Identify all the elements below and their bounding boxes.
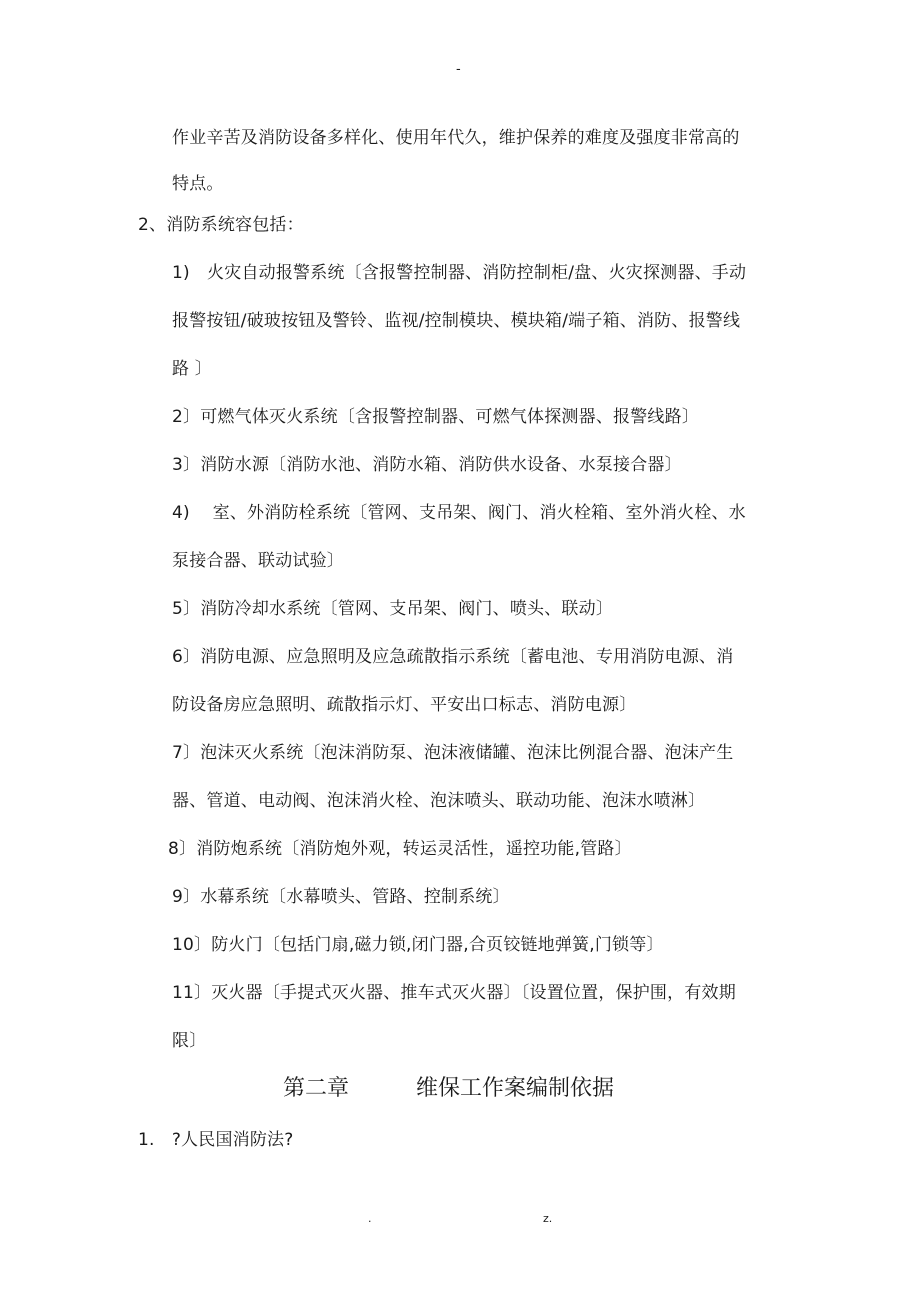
basis-item-1: 1. ?人民国消防法?	[138, 1130, 294, 1150]
intro-line-1: 作业辛苦及消防设备多样化、使用年代久，维护保养的难度及强度非常高的	[172, 128, 740, 148]
list-item-line: 7〕泡沫灭火系统〔泡沫消防泵、泡沫液储罐、泡沫比例混合器、泡沫产生	[172, 743, 734, 763]
chapter-title: 维保工作案编制依据	[416, 1076, 615, 1101]
list-item-line: 3〕消防水源〔消防水池、消防水箱、消防供水设备、水泵接合器〕	[172, 455, 682, 475]
list-item-line: 路 〕	[172, 359, 213, 379]
footer-left-mark: .	[368, 1212, 372, 1225]
list-item-line: 9〕水幕系统〔水幕喷头、管路、控制系统〕	[172, 887, 510, 907]
list-item-line: 报警按钮/破玻按钮及警铃、监视/控制模块、模块箱/端子箱、消防、报警线	[172, 311, 741, 331]
list-item-line: 11〕灭火器〔手提式灭火器、推车式灭火器〕〔设置位置，保护围，有效期	[172, 983, 736, 1003]
list-item-line: 10〕防火门〔包括门扇,磁力锁,闭门器,合页铰链地弹簧,门锁等〕	[172, 935, 664, 955]
list-item-line: 限〕	[172, 1031, 207, 1051]
chapter-number: 第二章	[283, 1076, 350, 1101]
list-item-line: 5〕消防冷却水系统〔管网、支吊架、阀门、喷头、联动〕	[172, 599, 614, 619]
list-item-line: 2〕可燃气体灭火系统〔含报警控制器、可燃气体探测器、报警线路〕	[172, 407, 700, 427]
list-item-line: 4) 室、外消防栓系统〔管网、支吊架、阀门、消火栓箱、室外消火栓、水	[172, 503, 746, 523]
header-mark: -	[456, 62, 461, 77]
list-item-line: 8〕消防炮系统〔消防炮外观，转运灵活性，遥控功能,管路〕	[168, 839, 632, 859]
list-item-line: 防设备房应急照明、疏散指示灯、平安出口标志、消防电源〕	[172, 695, 637, 715]
list-item-line: 泵接合器、联动试验〕	[172, 551, 344, 571]
list-item-line: 6〕消防电源、应急照明及应急疏散指示系统〔蓄电池、专用消防电源、消	[172, 647, 734, 667]
list-item-line: 器、管道、电动阀、泡沫消火栓、泡沫喷头、联动功能、泡沫水喷淋〕	[172, 791, 706, 811]
section-2-heading: 2、消防系统容包括：	[138, 215, 304, 235]
intro-line-2: 特点。	[172, 174, 224, 194]
list-item-line: 1) 火灾自动报警系统〔含报警控制器、消防控制柜/盘、火灾探测器、手动	[172, 263, 747, 283]
footer-right-mark: z.	[543, 1212, 553, 1225]
